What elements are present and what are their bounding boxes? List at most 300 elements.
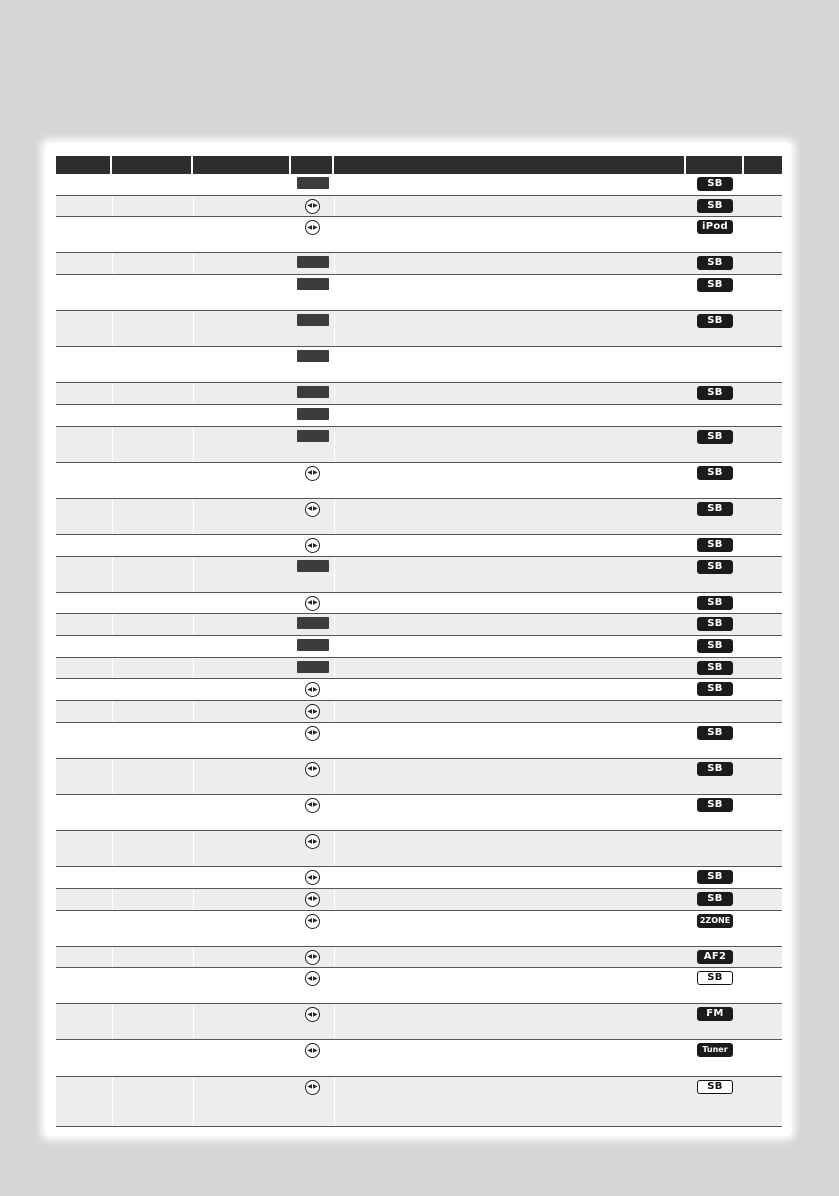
table-cell — [686, 405, 744, 426]
table-cell — [291, 658, 334, 679]
table-row — [56, 636, 782, 658]
table-cell — [193, 867, 291, 888]
table-cell — [334, 311, 686, 346]
table-cell — [744, 1004, 782, 1039]
button-key-icon — [297, 617, 329, 629]
table-cell — [334, 911, 686, 946]
table-cell — [193, 535, 291, 556]
table-cell — [112, 867, 193, 888]
control-knob-icon: ◀ ▶ — [305, 726, 320, 741]
header-cell-7 — [744, 156, 782, 174]
table-row — [56, 383, 782, 405]
table-cell — [112, 427, 193, 462]
table-cell — [291, 174, 334, 195]
table-cell — [56, 795, 112, 830]
control-knob-icon: ◀ ▶ — [305, 220, 320, 235]
table-row — [56, 831, 782, 867]
table-cell — [193, 723, 291, 758]
table-cell — [291, 867, 334, 888]
table-row — [56, 968, 782, 1004]
table-cell — [291, 347, 334, 382]
table-cell — [56, 499, 112, 534]
table-cell — [193, 701, 291, 722]
table-cell — [686, 427, 744, 462]
table-cell — [112, 383, 193, 404]
table-cell — [291, 557, 334, 592]
button-key-icon — [297, 560, 329, 572]
table-cell — [744, 196, 782, 217]
table-cell — [744, 947, 782, 968]
table-cell — [193, 217, 291, 252]
table-cell — [334, 253, 686, 274]
table-cell — [56, 557, 112, 592]
table-cell — [193, 679, 291, 700]
table-cell — [291, 196, 334, 217]
table-cell — [334, 174, 686, 195]
table-cell — [744, 347, 782, 382]
table-cell — [56, 1004, 112, 1039]
button-key-icon — [297, 350, 329, 362]
table-cell — [193, 499, 291, 534]
table-cell — [291, 463, 334, 498]
table-cell — [686, 658, 744, 679]
mode-badge-icon: SB — [697, 682, 733, 696]
table-cell — [193, 463, 291, 498]
table-cell — [744, 1040, 782, 1075]
table-cell — [334, 593, 686, 614]
table-cell — [744, 701, 782, 722]
table-cell — [193, 1004, 291, 1039]
mode-badge-icon: Tuner — [697, 1043, 733, 1057]
control-knob-icon: ◀ ▶ — [305, 798, 320, 813]
control-knob-icon: ◀ ▶ — [305, 538, 320, 553]
table-cell — [686, 867, 744, 888]
table-cell — [193, 405, 291, 426]
table-cell — [291, 427, 334, 462]
table-cell — [56, 968, 112, 1003]
control-knob-icon: ◀ ▶ — [305, 892, 320, 907]
table-row — [56, 759, 782, 795]
table-cell — [686, 311, 744, 346]
table-cell — [193, 174, 291, 195]
table-cell — [744, 557, 782, 592]
table-cell — [334, 679, 686, 700]
table-cell — [112, 275, 193, 310]
mode-badge-icon: SB — [697, 617, 733, 631]
table-cell — [193, 947, 291, 968]
table-row — [56, 679, 782, 701]
table-cell — [744, 427, 782, 462]
mode-badge-icon: SB — [697, 256, 733, 270]
table-cell — [686, 499, 744, 534]
table-cell — [112, 311, 193, 346]
table-cell — [334, 723, 686, 758]
table-cell — [744, 723, 782, 758]
mode-badge-icon: SB — [697, 639, 733, 653]
table-cell — [193, 311, 291, 346]
table-cell — [744, 217, 782, 252]
table-cell — [744, 174, 782, 195]
table-cell — [686, 614, 744, 635]
button-key-icon — [297, 408, 329, 420]
table-cell — [56, 405, 112, 426]
control-knob-icon: ◀ ▶ — [305, 199, 320, 214]
mode-badge-icon: AF2 — [697, 950, 733, 964]
table-cell — [686, 968, 744, 1003]
table-cell — [686, 196, 744, 217]
table-cell — [686, 347, 744, 382]
mode-badge-icon: SB — [697, 199, 733, 213]
table-cell — [112, 658, 193, 679]
table-cell — [744, 463, 782, 498]
table-cell — [686, 383, 744, 404]
table-cell — [193, 253, 291, 274]
table-cell — [686, 679, 744, 700]
table-cell — [744, 679, 782, 700]
table-cell — [193, 658, 291, 679]
table-cell — [112, 499, 193, 534]
table-cell — [193, 557, 291, 592]
table-cell — [334, 196, 686, 217]
table-cell — [56, 217, 112, 252]
mode-badge-icon: SB — [697, 560, 733, 574]
table-cell — [291, 383, 334, 404]
table-row — [56, 1040, 782, 1076]
mode-badge-icon: SB — [697, 502, 733, 516]
table-cell — [112, 723, 193, 758]
table-row — [56, 723, 782, 759]
table-cell — [193, 911, 291, 946]
control-knob-icon: ◀ ▶ — [305, 914, 320, 929]
table-row — [56, 275, 782, 311]
table-cell — [686, 217, 744, 252]
table-cell — [291, 405, 334, 426]
table-row — [56, 614, 782, 636]
table-row — [56, 405, 782, 427]
button-key-icon — [297, 430, 329, 442]
table-cell — [112, 463, 193, 498]
table-cell — [112, 679, 193, 700]
button-key-icon — [297, 661, 329, 673]
table-cell — [193, 831, 291, 866]
button-key-icon — [297, 314, 329, 326]
table-cell — [56, 701, 112, 722]
header-cell-6 — [686, 156, 744, 174]
table-cell — [291, 889, 334, 910]
table-cell — [334, 614, 686, 635]
table-row — [56, 889, 782, 911]
table-row — [56, 658, 782, 680]
table-cell — [686, 759, 744, 794]
table-cell — [686, 947, 744, 968]
table-cell — [193, 275, 291, 310]
table-cell — [291, 253, 334, 274]
table-cell — [744, 867, 782, 888]
table-cell — [291, 535, 334, 556]
table-row — [56, 1004, 782, 1040]
table-cell — [744, 968, 782, 1003]
table-cell — [744, 275, 782, 310]
table-cell — [334, 1077, 686, 1127]
table-cell — [56, 831, 112, 866]
table-cell — [193, 427, 291, 462]
control-knob-icon: ◀ ▶ — [305, 870, 320, 885]
table-cell — [334, 1040, 686, 1075]
table-cell — [291, 275, 334, 310]
table-cell — [56, 196, 112, 217]
table-cell — [112, 701, 193, 722]
table-cell — [334, 427, 686, 462]
table-cell — [56, 614, 112, 635]
table-cell — [112, 535, 193, 556]
header-cell-5 — [334, 156, 686, 174]
header-cell-4 — [291, 156, 334, 174]
table-cell — [56, 1040, 112, 1075]
button-key-icon — [297, 639, 329, 651]
table-cell — [112, 1077, 193, 1127]
table-cell — [56, 593, 112, 614]
table-cell — [112, 968, 193, 1003]
table-cell — [56, 253, 112, 274]
table-row — [56, 701, 782, 723]
table-header — [56, 156, 782, 174]
function-table — [56, 156, 782, 1127]
table-cell — [334, 217, 686, 252]
table-cell — [334, 759, 686, 794]
table-cell — [56, 347, 112, 382]
table-cell — [193, 383, 291, 404]
table-cell — [112, 759, 193, 794]
table-cell — [291, 1040, 334, 1075]
control-knob-icon: ◀ ▶ — [305, 1080, 320, 1095]
table-cell — [193, 759, 291, 794]
table-row — [56, 253, 782, 275]
table-cell — [744, 636, 782, 657]
table-cell — [56, 679, 112, 700]
table-cell — [291, 1077, 334, 1127]
table-cell — [56, 1077, 112, 1127]
table-cell — [291, 947, 334, 968]
control-knob-icon: ◀ ▶ — [305, 950, 320, 965]
table-cell — [56, 867, 112, 888]
table-cell — [686, 911, 744, 946]
table-cell — [112, 1040, 193, 1075]
table-cell — [686, 557, 744, 592]
mode-badge-icon: SB — [697, 466, 733, 480]
control-knob-icon: ◀ ▶ — [305, 1043, 320, 1058]
mode-badge-icon: SB — [697, 971, 733, 985]
table-row — [56, 867, 782, 889]
table-cell — [744, 253, 782, 274]
table-cell — [112, 831, 193, 866]
table-cell — [193, 196, 291, 217]
table-cell — [291, 795, 334, 830]
table-cell — [686, 636, 744, 657]
table-cell — [744, 499, 782, 534]
table-cell — [112, 911, 193, 946]
table-cell — [291, 701, 334, 722]
table-cell — [112, 947, 193, 968]
table-cell — [686, 889, 744, 910]
table-cell — [56, 311, 112, 346]
table-cell — [334, 701, 686, 722]
mode-badge-icon: SB — [697, 798, 733, 812]
table-cell — [686, 1040, 744, 1075]
table-cell — [56, 889, 112, 910]
table-cell — [193, 889, 291, 910]
table-cell — [744, 795, 782, 830]
table-cell — [56, 275, 112, 310]
mode-badge-icon: 2ZONE — [697, 914, 733, 928]
table-cell — [334, 1004, 686, 1039]
control-knob-icon: ◀ ▶ — [305, 1007, 320, 1022]
mode-badge-icon: SB — [697, 430, 733, 444]
table-cell — [291, 217, 334, 252]
table-cell — [56, 911, 112, 946]
table-cell — [56, 658, 112, 679]
table-row — [56, 217, 782, 253]
table-cell — [744, 889, 782, 910]
table-cell — [112, 174, 193, 195]
table-row — [56, 795, 782, 831]
table-cell — [744, 405, 782, 426]
table-cell — [744, 759, 782, 794]
table-cell — [112, 196, 193, 217]
button-key-icon — [297, 386, 329, 398]
mode-badge-icon: SB — [697, 870, 733, 884]
table-cell — [334, 383, 686, 404]
table-body — [56, 174, 782, 1127]
table-cell — [112, 614, 193, 635]
table-cell — [193, 795, 291, 830]
table-row — [56, 947, 782, 969]
table-cell — [291, 723, 334, 758]
table-cell — [112, 217, 193, 252]
table-cell — [56, 463, 112, 498]
mode-badge-icon: SB — [697, 661, 733, 675]
control-knob-icon: ◀ ▶ — [305, 834, 320, 849]
control-knob-icon: ◀ ▶ — [305, 682, 320, 697]
table-cell — [56, 723, 112, 758]
table-row — [56, 535, 782, 557]
control-knob-icon: ◀ ▶ — [305, 466, 320, 481]
table-cell — [686, 701, 744, 722]
table-cell — [291, 911, 334, 946]
table-cell — [112, 593, 193, 614]
table-cell — [112, 347, 193, 382]
table-cell — [112, 405, 193, 426]
button-key-icon — [297, 256, 329, 268]
table-row — [56, 1077, 782, 1128]
table-cell — [744, 593, 782, 614]
table-row — [56, 911, 782, 947]
table-cell — [334, 968, 686, 1003]
table-cell — [56, 947, 112, 968]
mode-badge-icon: SB — [697, 892, 733, 906]
table-row — [56, 427, 782, 463]
table-cell — [686, 831, 744, 866]
table-cell — [56, 383, 112, 404]
table-cell — [334, 636, 686, 657]
table-cell — [686, 535, 744, 556]
table-cell — [193, 593, 291, 614]
table-cell — [291, 759, 334, 794]
mode-badge-icon: SB — [697, 386, 733, 400]
table-cell — [686, 1077, 744, 1127]
table-cell — [744, 614, 782, 635]
table-cell — [56, 427, 112, 462]
mode-badge-icon: SB — [697, 177, 733, 191]
table-cell — [334, 347, 686, 382]
mode-badge-icon: SB — [697, 278, 733, 292]
table-row — [56, 557, 782, 593]
mode-badge-icon: FM — [697, 1007, 733, 1021]
table-cell — [291, 614, 334, 635]
table-row — [56, 174, 782, 196]
table-cell — [112, 889, 193, 910]
table-cell — [334, 463, 686, 498]
header-cell-3 — [193, 156, 291, 174]
table-cell — [334, 795, 686, 830]
table-cell — [193, 636, 291, 657]
table-cell — [334, 405, 686, 426]
table-cell — [291, 968, 334, 1003]
table-cell — [56, 759, 112, 794]
table-cell — [56, 636, 112, 657]
table-cell — [686, 253, 744, 274]
table-row — [56, 463, 782, 499]
table-cell — [686, 593, 744, 614]
table-cell — [291, 636, 334, 657]
button-key-icon — [297, 177, 329, 189]
table-cell — [56, 174, 112, 195]
table-cell — [334, 275, 686, 310]
table-row — [56, 311, 782, 347]
table-cell — [686, 463, 744, 498]
table-cell — [291, 499, 334, 534]
table-cell — [291, 311, 334, 346]
table-cell — [744, 831, 782, 866]
table-cell — [744, 535, 782, 556]
table-cell — [744, 658, 782, 679]
table-cell — [686, 174, 744, 195]
control-knob-icon: ◀ ▶ — [305, 704, 320, 719]
table-cell — [291, 831, 334, 866]
table-cell — [193, 1040, 291, 1075]
control-knob-icon: ◀ ▶ — [305, 971, 320, 986]
control-knob-icon: ◀ ▶ — [305, 762, 320, 777]
table-cell — [56, 535, 112, 556]
table-cell — [193, 968, 291, 1003]
table-cell — [193, 1077, 291, 1127]
button-key-icon — [297, 278, 329, 290]
mode-badge-icon: SB — [697, 1080, 733, 1094]
table-cell — [112, 557, 193, 592]
table-cell — [291, 593, 334, 614]
table-cell — [686, 723, 744, 758]
table-cell — [744, 383, 782, 404]
table-cell — [334, 947, 686, 968]
mode-badge-icon: SB — [697, 726, 733, 740]
table-cell — [112, 636, 193, 657]
table-cell — [193, 347, 291, 382]
mode-badge-icon: SB — [697, 762, 733, 776]
table-cell — [744, 311, 782, 346]
table-cell — [334, 658, 686, 679]
table-cell — [334, 867, 686, 888]
mode-badge-icon: SB — [697, 538, 733, 552]
table-cell — [334, 557, 686, 592]
